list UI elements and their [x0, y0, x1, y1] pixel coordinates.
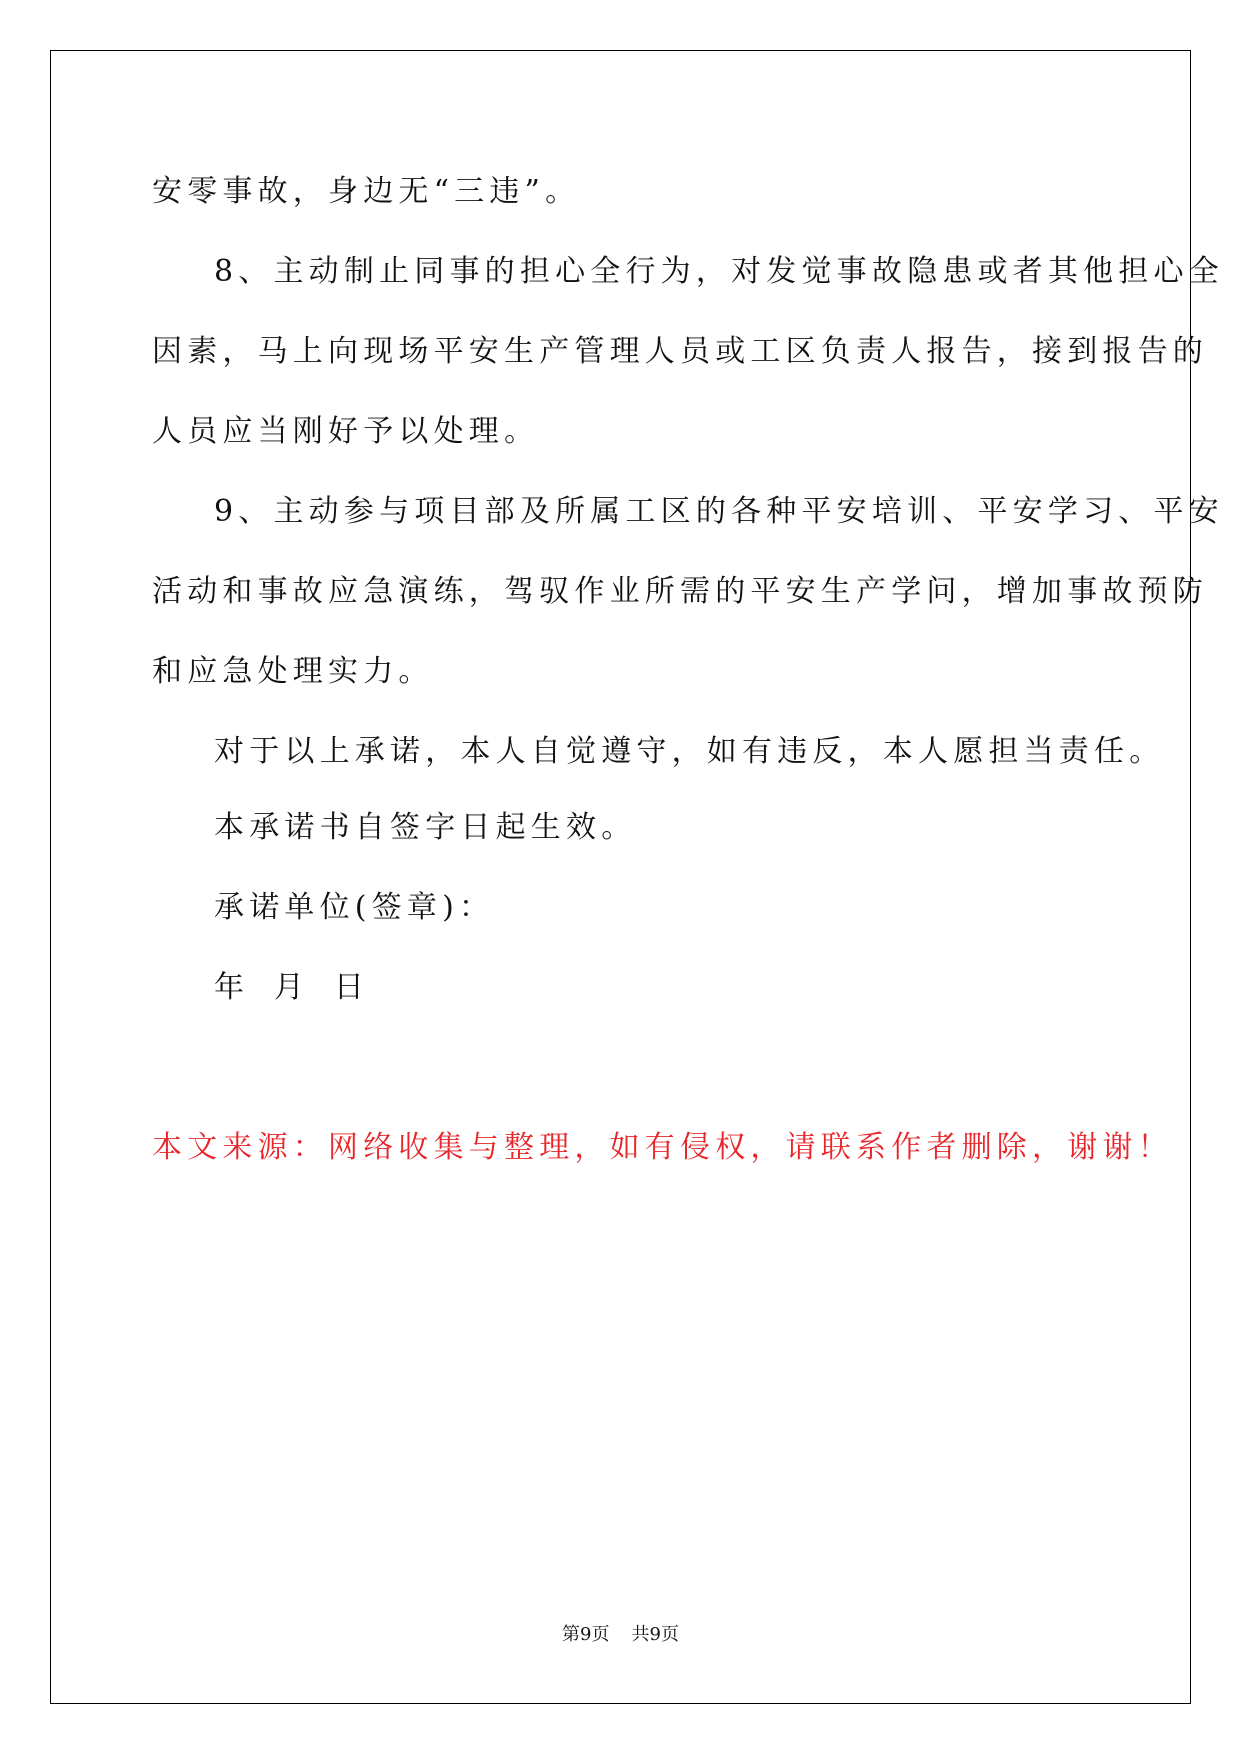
- date-line: 年 月 日: [214, 970, 370, 1005]
- item-8-line-2: 因素，马上向现场平安生产管理人员或工区负责人报告，接到报告的: [152, 334, 1208, 369]
- item-9-line-2: 活动和事故应急演练，驾驭作业所需的平安生产学问，增加事故预防: [152, 574, 1208, 609]
- page-footer: [0, 1623, 1241, 1647]
- text-line-1: 安零事故，身边无“三违”。: [152, 174, 581, 209]
- item-8-line-1: 8、主动制止同事的担心全行为，对发觉事故隐患或者其他担心全: [214, 254, 1224, 289]
- page-border: [50, 50, 1191, 1704]
- item-9-line-1: 9、主动参与项目部及所属工区的各种平安培训、平安学习、平安: [214, 494, 1224, 529]
- page-number: 第9页: [562, 1624, 610, 1645]
- page-total: 共9页: [631, 1624, 679, 1645]
- commitment-statement: 对于以上承诺，本人自觉遵守，如有违反，本人愿担当责任。: [214, 734, 1165, 769]
- source-note: 本文来源：网络收集与整理，如有侵权，请联系作者删除，谢谢！: [152, 1130, 1173, 1165]
- item-9-line-3: 和应急处理实力。: [152, 654, 434, 689]
- effective-statement: 本承诺书自签字日起生效。: [214, 810, 637, 845]
- signature-unit-label: 承诺单位(签章)：: [214, 890, 495, 925]
- item-8-line-3: 人员应当刚好予以处理。: [152, 414, 540, 449]
